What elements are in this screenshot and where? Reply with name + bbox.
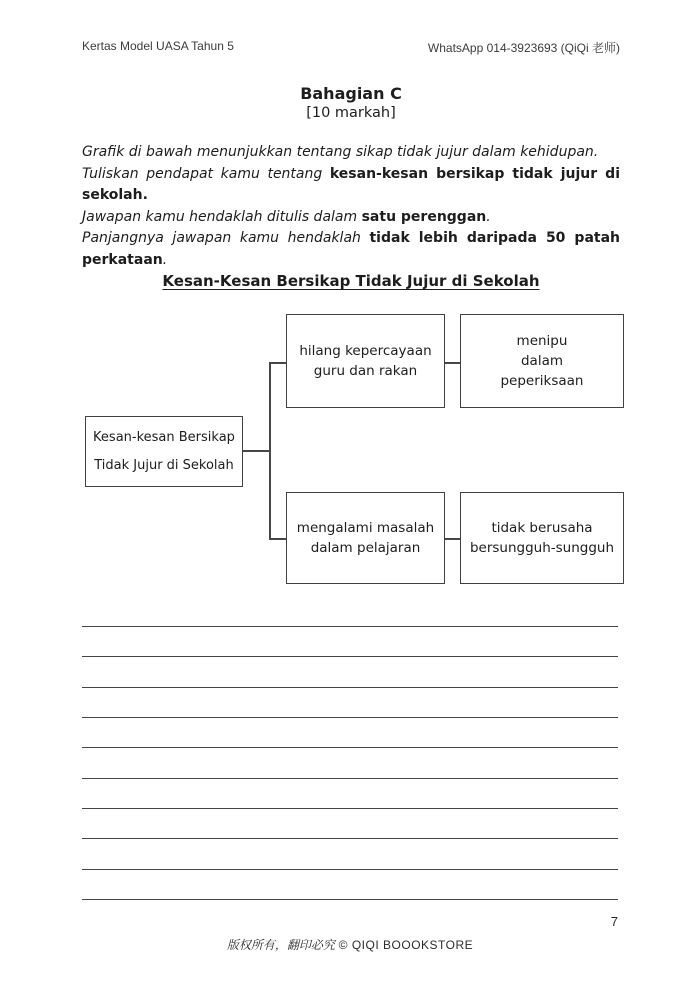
instruction-text: Panjangnya jawapan kamu hendaklah	[82, 230, 361, 247]
section-marks: [10 markah]	[306, 105, 396, 121]
answer-line	[82, 656, 618, 657]
diagram-box-effect-bottom-detail	[460, 492, 624, 584]
diagram-box-text: tidak berusaha	[491, 520, 593, 536]
answer-line	[82, 717, 618, 718]
instruction-text: .	[486, 208, 491, 225]
header-right-text: WhatsApp 014-3923693 (QiQi 老师)	[427, 41, 620, 55]
footer-copyright-latin: © QIQI BOOOKSTORE	[338, 938, 474, 952]
instruction-line-4	[82, 207, 620, 229]
answer-line	[82, 687, 618, 688]
diagram-box-text: bersungguh-sungguh	[469, 540, 615, 556]
section-heading	[82, 84, 620, 121]
connector-root-branch	[243, 450, 270, 452]
instruction-text: Tuliskan pendapat kamu tentang	[82, 165, 323, 182]
instruction-line-5	[82, 228, 620, 250]
instruction-line-1	[82, 142, 620, 164]
connector-bottom-branch	[269, 538, 287, 540]
instruction-bold-text: satu perenggan	[361, 208, 487, 225]
instruction-bold-text: perkataan	[82, 251, 163, 268]
connector-top-detail-link	[445, 362, 461, 364]
diagram-box-root	[85, 416, 243, 487]
diagram-box-text: hilang kepercayaan	[299, 343, 432, 359]
answer-line	[82, 778, 618, 779]
instruction-line-6	[82, 250, 620, 272]
instruction-text: Jawapan kamu hendaklah ditulis dalam	[82, 208, 358, 225]
diagram-box-effect-top	[286, 314, 445, 408]
diagram-box-text: mengalami masalah	[296, 520, 435, 536]
page-number: 7	[610, 914, 618, 929]
diagram-box-text: peperiksaan	[500, 373, 584, 389]
instruction-bold-text: kesan-kesan bersikap tidak jujur di	[329, 165, 621, 182]
answer-line	[82, 747, 618, 748]
instruction-line-3	[82, 185, 620, 207]
connector-bottom-detail-link	[445, 538, 461, 540]
diagram-box-effect-bottom	[286, 492, 445, 584]
connector-vertical-trunk	[269, 362, 271, 540]
diagram-box-effect-top-detail	[460, 314, 624, 408]
instruction-line-2	[82, 164, 620, 186]
answer-line	[82, 838, 618, 839]
connector-top-branch	[269, 362, 287, 364]
diagram-box-text: Tidak Jujur di Sekolah	[94, 457, 234, 473]
instruction-bold-text: sekolah.	[82, 187, 148, 204]
answer-lines	[82, 626, 618, 904]
footer-copyright	[0, 936, 700, 953]
diagram-box-text: dalam pelajaran	[310, 540, 421, 556]
page-header	[82, 39, 620, 56]
diagram-box-text: dalam	[520, 353, 564, 369]
answer-line	[82, 899, 618, 900]
instructions-paragraph	[82, 142, 620, 272]
diagram-box-text: guru dan rakan	[313, 363, 418, 379]
header-left-text: Kertas Model UASA Tahun 5	[82, 39, 234, 53]
diagram-box-text: menipu	[516, 333, 568, 349]
answer-line	[82, 626, 618, 627]
answer-line	[82, 869, 618, 870]
instruction-bold-text: tidak lebih daripada 50 patah	[369, 230, 620, 247]
instruction-text: Grafik di bawah menunjukkan tentang sikap tidak jujur dalam kehidupan.	[82, 144, 599, 160]
answer-line	[82, 808, 618, 809]
diagram-box-text: Kesan-kesan Bersikap	[93, 429, 235, 445]
instruction-text: .	[162, 251, 168, 268]
section-title: Bahagian C	[300, 84, 402, 103]
footer-copyright-chinese: 版权所有，翻印必究	[226, 938, 335, 952]
diagram-title: Kesan-Kesan Bersikap Tidak Jujur di Sekolah	[162, 272, 540, 290]
